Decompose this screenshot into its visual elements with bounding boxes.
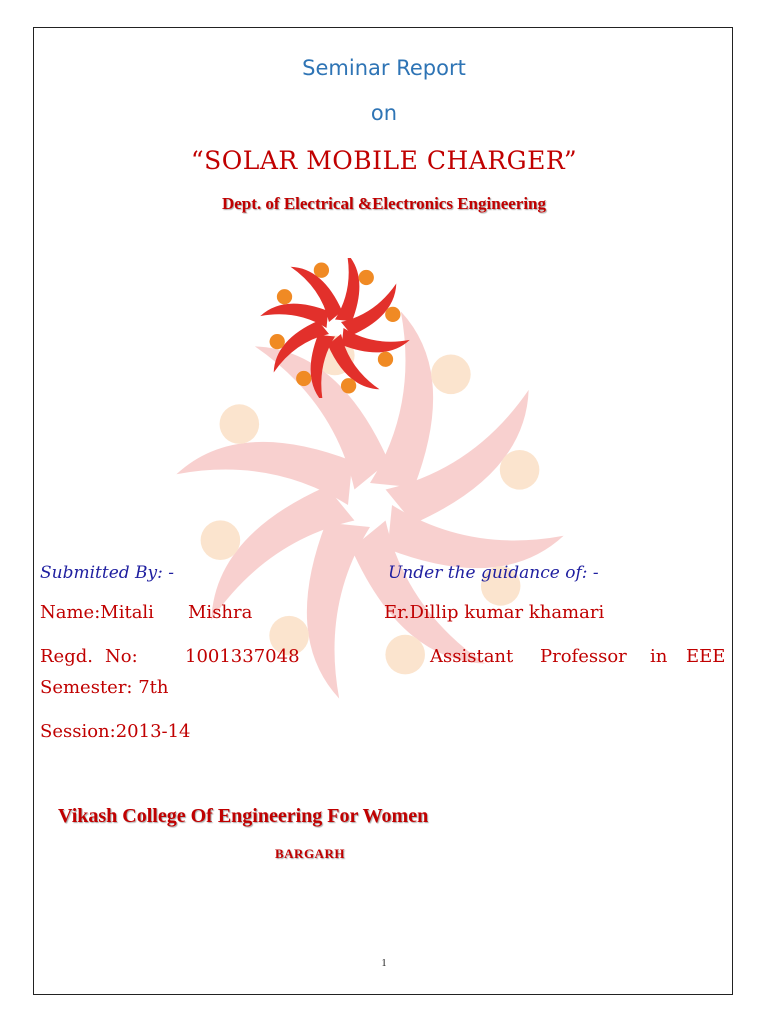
submitted-by-label: Submitted By: -: [40, 563, 175, 583]
college-city: BARGARH: [275, 846, 345, 861]
report-title: “SOLAR MOBILE CHARGER”: [190, 146, 578, 175]
session: Session:2013-14: [40, 721, 191, 742]
college-logo: [250, 258, 420, 398]
guide-role-word-1: Assistant: [430, 646, 514, 667]
regd-number: 1001337048: [185, 646, 300, 667]
logo-dot: [341, 378, 356, 393]
report-heading: Seminar Report: [302, 56, 466, 80]
logo-dot: [385, 307, 400, 322]
watermark-dot: [201, 520, 241, 560]
guide-role-word-3: in: [650, 646, 668, 667]
student-name: Name:Mitali: [40, 602, 154, 623]
page-number: 1: [381, 958, 387, 969]
semester: Semester: 7th: [40, 677, 169, 698]
guide-role-word-2: Professor: [540, 646, 627, 667]
guidance-label: Under the guidance of: -: [388, 563, 599, 583]
regd-no-label: No:: [105, 646, 138, 667]
logo-dot: [270, 334, 285, 349]
student-surname: Mishra: [188, 602, 253, 623]
department-name: Dept. of Electrical &Electronics Engineering: [221, 194, 547, 213]
guide-role-word-4: EEE: [686, 646, 726, 667]
report-on: on: [370, 101, 398, 125]
watermark-dot: [500, 450, 540, 490]
guide-name: Er.Dillip kumar khamari: [384, 602, 605, 623]
watermark-dot: [385, 635, 425, 675]
regd-label: Regd.: [40, 646, 93, 667]
college-name: Vikash College Of Engineering For Women: [58, 805, 429, 827]
